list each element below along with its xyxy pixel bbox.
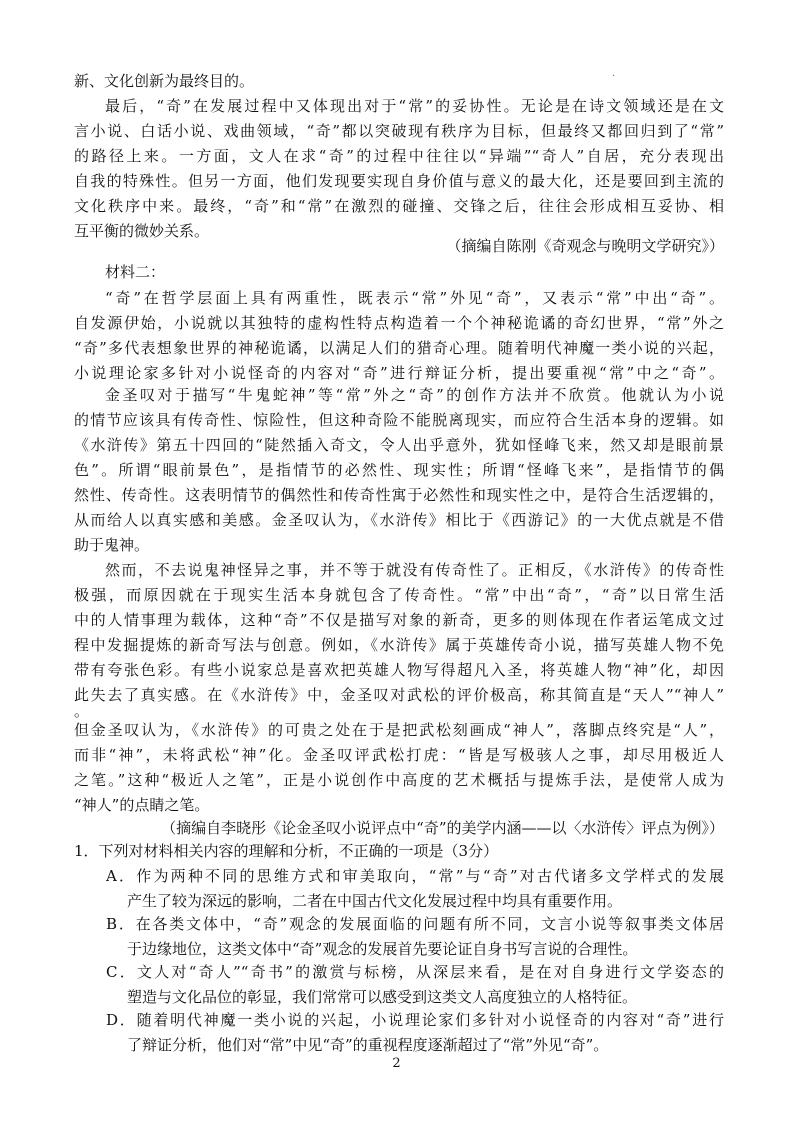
text-line: 金圣叹对于描写“牛鬼蛇神”等“常”外之“奇”的创作方法并不欣赏。他就认为小说 — [105, 386, 724, 404]
text-line: 的路径上来。一方面，文人在求“奇”的过程中往往以“异端”“奇人”自居，充分表现出 — [74, 147, 724, 165]
text-line: “奇”在哲学层面上具有两重性，既表示“常”外见“奇”，又表示“常”中出“奇”。 — [105, 289, 724, 307]
text-line: 新、文化创新为最终目的。 — [74, 72, 255, 90]
option-c-cont: 塑造与文化品位的彰显，我们常常可以感受到这类文人高度独立的人格特征。 — [127, 988, 638, 1006]
text-line: 极强，而原因就在于现实生活本身就包含了传奇性。“常”中出“奇”，“奇”以日常生活 — [74, 586, 724, 604]
corner-mark: · — [612, 71, 616, 82]
text-line: 色”。所谓“眼前景色”，是指情节的必然性、现实性；所谓“怪峰飞来”，是指情节的偶 — [74, 461, 724, 479]
text-line: 带有夸张色彩。有些小说家总是喜欢把英雄人物写得超凡入圣，将英雄人物“神”化，却因 — [74, 661, 724, 679]
text-line: “神人”的点睛之笔。 — [74, 796, 210, 814]
page-number: 2 — [392, 1056, 401, 1071]
text-line: 然性、传奇性。这表明情节的偶然性和传奇性寓于必然性和现实性之中，是符合生活逻辑的， — [74, 486, 724, 504]
option-b: B．在各类文体中，“奇”观念的发展面临的问题有所不同，文言小说等叙事类文体居 — [106, 915, 724, 933]
section-heading: 材料二： — [105, 263, 166, 281]
text-line: 此失去了真实感。在《水浒传》中，金圣叹对武松的评价极高，称其简直是“天人”“神人” — [74, 686, 724, 704]
text-line: 助于鬼神。 — [74, 536, 150, 554]
text-line: 而非“神”，未将武松“神”化。金圣叹评武松打虎：“皆是写极骇人之事，却尽用极近人 — [74, 746, 724, 764]
text-line: “奇”多代表想象世界的神秘诡谲，以满足人们的猎奇心理。随着明代神魔一类小说的兴起， — [74, 339, 724, 357]
option-b-cont: 于边缘地位，这类文体中“奇”观念的发展首先要论证自身书写言说的合理性。 — [127, 940, 638, 958]
option-a-cont: 产生了较为深远的影响，二者在中国古代文化发展过程中均具有重要作用。 — [127, 892, 623, 910]
text-line: 最后，“奇”在发展过程中又体现出对于“常”的妥协性。无论是在诗文领域还是在文 — [105, 97, 724, 115]
option-c: C．文人对“奇人”“奇书”的激赏与标榜，从深层来看，是在对自身进行文学姿态的 — [106, 963, 724, 981]
text-line: 自我的特殊性。但另一方面，他们发现要实现自身价值与意义的最大化，还是要回到主流的 — [74, 172, 724, 190]
source-citation: （摘编自李晓彤《论金圣叹小说评点中“奇”的美学内涵——以〈水浒传〉评点为例》） — [161, 819, 724, 837]
option-a: A．作为两种不同的思维方式和审美取向，“常”与“奇”对古代诸多文学样式的发展 — [106, 867, 724, 885]
text-line: 文化秩序中来。最终，“奇”和“常”在激烈的碰撞、交锋之后，往往会形成相互妥协、相 — [74, 197, 724, 215]
option-d: D．随着明代神魔一类小说的兴起，小说理论家们多针对小说怪奇的内容对“奇”进行 — [106, 1011, 724, 1029]
text-line: 然而，不去说鬼神怪异之事，并不等于就没有传奇性了。正相反，《水浒传》的传奇性 — [105, 561, 724, 579]
source-citation: （摘编自陈刚《奇观念与晚明文学研究》） — [446, 237, 724, 255]
option-d-cont: 了辩证分析，他们对“常”中见“奇”的重视程度逐渐超过了“常”外见“奇”。 — [127, 1036, 609, 1054]
text-line: 中的人情事理为载体，这种“奇”不仅是描写对象的新奇，更多的则体现在作者运笔成文过 — [74, 611, 724, 629]
question-stem: 1．下列对材料相关内容的理解和分析，不正确的一项是（3分） — [74, 842, 499, 860]
text-line: 从而给人以真实感和美感。金圣叹认为，《水浒传》相比于《西游记》的一大优点就是不借 — [74, 511, 724, 529]
text-line: 言小说、白话小说、戏曲领域，“奇”都以突破现有秩序为目标，但最终又都回归到了“常” — [74, 122, 724, 140]
text-line: 小说理论家多针对小说怪奇的内容对“奇”进行辩证分析，提出要重视“常”中之“奇”。 — [74, 364, 724, 382]
text-line: 程中发掘提炼的新奇写法与创意。例如，《水浒传》属于英雄传奇小说，描写英雄人物不免 — [74, 636, 724, 654]
text-line: 之笔。”这种“极近人之笔”，正是小说创作中高度的艺术概括与提炼手法，是使常人成为 — [74, 771, 724, 789]
text-line: 的情节应该具有传奇性、惊险性，但这种奇险不能脱离现实，而应符合生活本身的逻辑。如 — [74, 411, 724, 429]
text-line: 互平衡的微妙关系。 — [74, 222, 210, 240]
text-line: 但金圣叹认为，《水浒传》的可贵之处在于是把武松刻画成“神人”，落脚点终究是“人”， — [74, 721, 724, 739]
text-line: 自发源伊始，小说就以其独特的虚构性特点构造着一个个神秘诡谲的奇幻世界，“常”外之 — [74, 314, 724, 332]
text-line: 《水浒传》第五十四回的“陡然插入奇文，令人出乎意外，犹如怪峰飞来，然又却是眼前景 — [74, 436, 724, 454]
text-line: 。 — [74, 702, 90, 720]
